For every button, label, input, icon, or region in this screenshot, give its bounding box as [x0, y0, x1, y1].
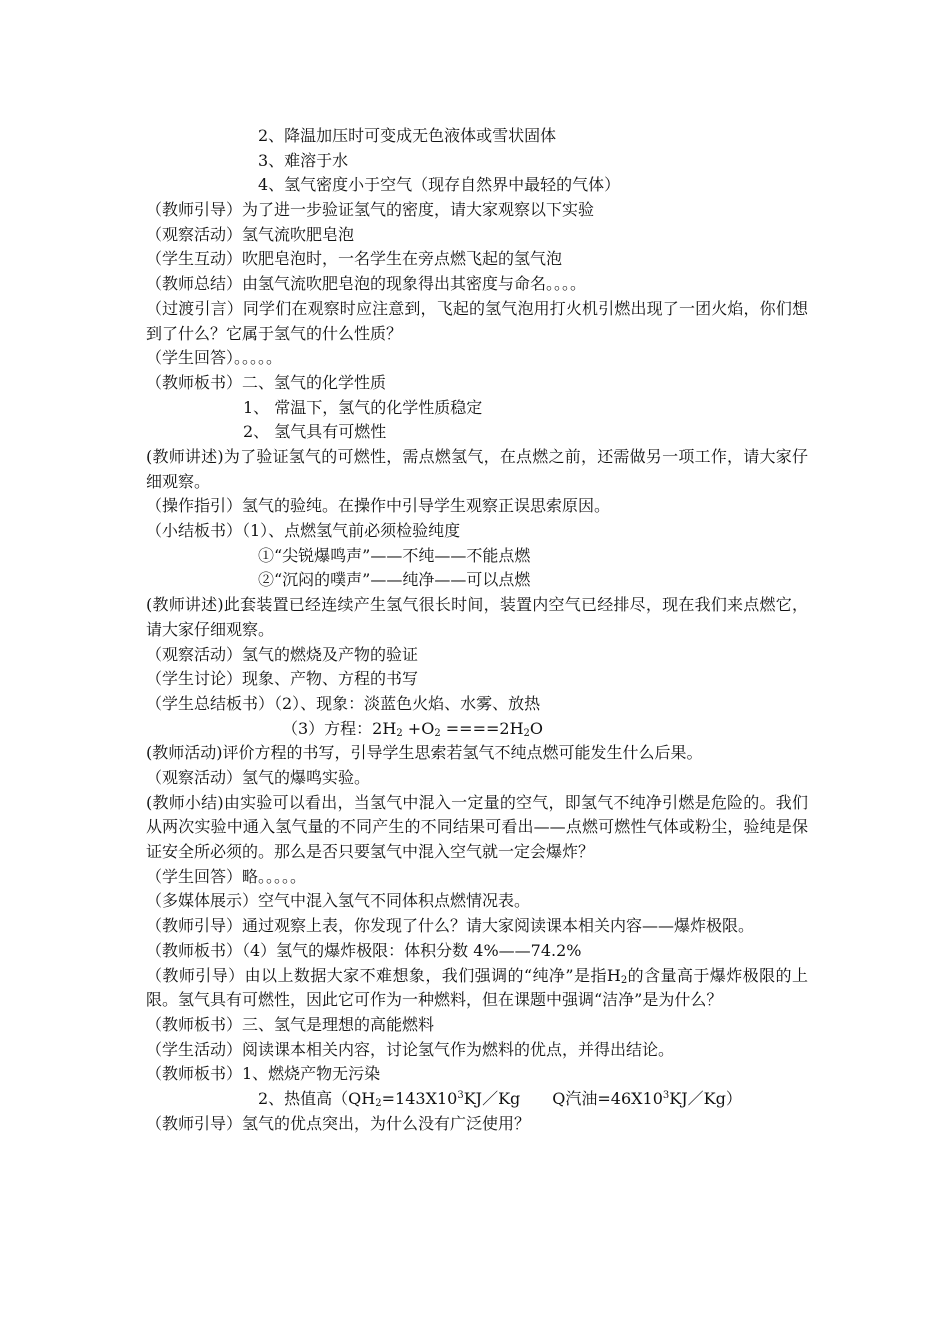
- text-paragraph: (教师小结)由实验可以看出，当氢气中混入一定量的空气，即氢气不纯净引燃是危险的。我们从两次实验中通入氢气量的不同产生的不同结果可看出——点燃可燃性气体或粉尘，验纯是保证安全所必须的。那么是否只要氢气中混入空气就一定会爆炸？: [146, 792, 808, 862]
- text-line: （教师板书）二、氢气的化学性质: [146, 372, 387, 392]
- para-text: （教师引导）由以上数据大家不难想象，我们强调的“纯净”是指H: [146, 965, 621, 985]
- text-line: 1、 常温下，氢气的化学性质稳定: [243, 397, 483, 417]
- text-line: （教师引导）为了进一步验证氢气的密度，请大家观察以下实验: [146, 200, 595, 220]
- text-line: （教师总结）由氢气流吹肥皂泡的现象得出其密度与命名。。。。: [146, 274, 587, 294]
- text-line: （教师引导）氢气的优点突出，为什么没有广泛使用？: [146, 1113, 531, 1133]
- text-line: （学生回答）略。。。。。: [146, 866, 307, 886]
- text-line: ①“尖锐爆鸣声”——不纯——不能点燃: [258, 545, 531, 565]
- subscript: 2: [375, 1098, 382, 1109]
- formula-text: KJ／Kg Q汽油=46X10: [463, 1089, 663, 1108]
- text-line: （教师板书）三、氢气是理想的高能燃料: [146, 1014, 435, 1034]
- text-line: （观察活动）氢气的燃烧及产物的验证: [146, 644, 419, 664]
- subscript: 2: [620, 974, 628, 986]
- formula-text: KJ／Kg）: [669, 1089, 742, 1108]
- text-line: （观察活动）氢气流吹肥皂泡: [146, 224, 355, 244]
- text-line: （教师板书）（4）氢气的爆炸极限：体积分数 4%——74.2%: [146, 940, 582, 960]
- text-paragraph: （教师引导）通过观察上表，你发现了什么？请大家阅读课本相关内容——爆炸极限。: [146, 916, 755, 936]
- text-line: （学生总结板书）（2）、现象：淡蓝色火焰、水雾、放热: [146, 693, 541, 713]
- text-line: （教师板书）1、燃烧产物无污染: [146, 1064, 381, 1084]
- text-line: (教师活动)评价方程的书写，引导学生思索若氢气不纯点燃可能发生什么后果。: [146, 743, 703, 763]
- text-line: （学生互动）吹肥皂泡时，一名学生在旁点燃飞起的氢气泡: [146, 249, 563, 269]
- text-paragraph: (教师讲述)此套装置已经连续产生氢气很长时间，装置内空气已经排尽，现在我们来点燃它，请大家仔细观察。: [146, 595, 808, 639]
- superscript: 3: [457, 1090, 464, 1101]
- text-line: （操作指引）氢气的验纯。在操作中引导学生观察正误思索原因。: [146, 496, 611, 516]
- text-line: 2、降温加压时可变成无色液体或雪状固体: [258, 126, 557, 145]
- text-line: （多媒体展示）空气中混入氢气不同体积点燃情况表。: [146, 891, 531, 911]
- eq-text: +O: [402, 718, 435, 738]
- eq-text: （3）方程：2H: [282, 718, 397, 738]
- text-line: 4、氢气密度小于空气（现存自然界中最轻的气体）: [258, 175, 621, 195]
- para-text: 的含量高于爆炸极限的上限。氢气具有可燃性，因此它可作为一种燃料，但在课题中强调“洁净”是为什么？: [146, 965, 808, 1010]
- text-paragraph: [146, 964, 808, 1013]
- eq-text: O: [529, 718, 544, 738]
- text-line: 3、难溶于水: [258, 150, 349, 170]
- formula-text: 2、热值高（QH: [258, 1089, 376, 1108]
- text-line: （小结板书）（1）、点燃氢气前必须检验纯度: [146, 521, 461, 541]
- formula-line: [146, 1087, 808, 1112]
- superscript: 3: [662, 1090, 670, 1101]
- subscript: 2: [523, 727, 530, 739]
- text-line: 2、 氢气具有可燃性: [243, 422, 387, 442]
- subscript: 2: [434, 727, 441, 739]
- formula-text: =143X10: [381, 1089, 458, 1108]
- eq-text: ====2H: [440, 718, 524, 738]
- text-line: （学生活动）阅读课本相关内容，讨论氢气作为燃料的优点，并得出结论。: [146, 1039, 675, 1059]
- text-line: ②“沉闷的噗声”——纯净——可以点燃: [258, 570, 531, 590]
- subscript: 2: [396, 727, 403, 739]
- text-line: （学生回答）。。。。。: [146, 348, 283, 368]
- text-paragraph: (教师讲述)为了验证氢气的可燃性，需点燃氢气，在点燃之前，还需做另一项工作，请大家仔细观察。: [146, 446, 808, 491]
- document-body: [146, 124, 808, 1136]
- text-paragraph: （过渡引言）同学们在观察时应注意到，飞起的氢气泡用打火机引燃出现了一团火焰，你们想到了什么？它属于氢气的什么性质？: [146, 298, 808, 343]
- text-line: （学生讨论）现象、产物、方程的书写: [146, 669, 419, 689]
- equation-line: [146, 717, 808, 742]
- text-line: （观察活动）氢气的爆鸣实验。: [146, 767, 371, 787]
